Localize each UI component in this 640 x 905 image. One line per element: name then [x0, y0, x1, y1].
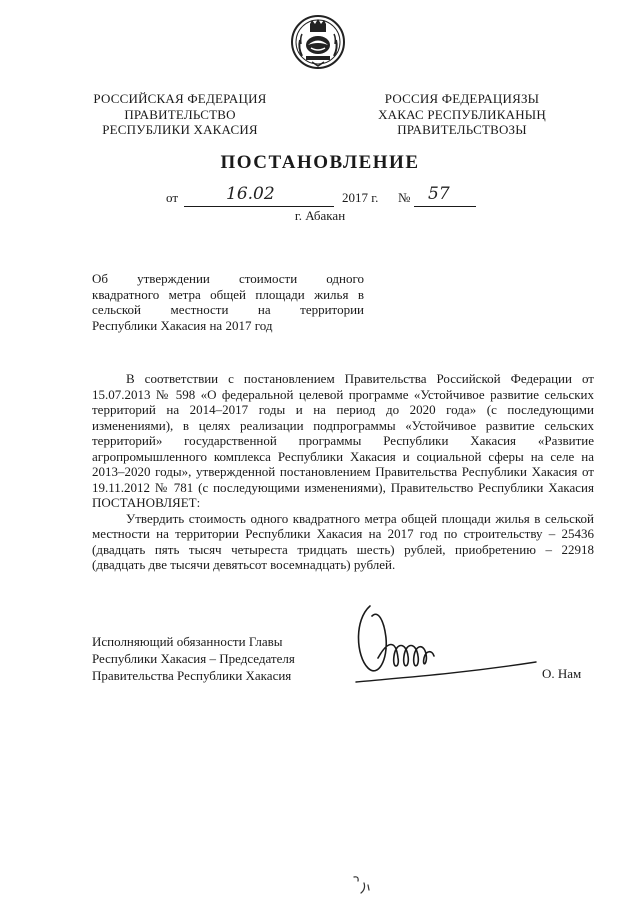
signature-title [92, 633, 295, 684]
signature-title-line: Правительства Республики Хакасия [92, 668, 292, 683]
header-right-line: ПРАВИТЕЛЬСТВОЗЫ [397, 122, 527, 137]
body-paragraph: Утвердить стоимость одного квадратного метра общей площади жилья в сельской местности на территории Республики Хакасия на 2017 год по строительству – 25436 (двадцать пять тысяч четыреста тридцать шесть) рублей, приобретению – 22918 (двадцать две тысячи девятьсот восемнадцать) рублей. [92, 510, 594, 572]
header-left-line: РОССИЙСКАЯ ФЕДЕРАЦИЯ [93, 91, 267, 106]
date-from-label: от [166, 190, 179, 205]
header-left [85, 91, 275, 138]
signature-title-line: Республики Хакасия – Председателя [92, 651, 295, 666]
number-handwritten: 57 [428, 184, 450, 204]
year-label: 2017 г. [342, 190, 379, 205]
header-right [362, 91, 562, 138]
document-title: ПОСТАНОВЛЕНИЕ [220, 152, 420, 173]
body-paragraph: В соответствии с постановлением Правительства Российской Федерации от 15.07.2013 № 598 «О федеральной целевой программе «Устойчивое развитие сельских территорий на 2014–2017 годы и на период до 2020 года» (с последующими изменениями), в целях реализации подпрограммы «Устойчивое развитие сельских территорий» государственной программы Республики Хакасия «Развитие агропромышленного комплекса Республики Хакасия и социальной сферы на селе на 2013–2020 годы», утвержденной постановлением Правительства Республики Хакасия от 19.11.2012 № 781 (с последующими изменениями), Правительство Республики Хакасия ПОСТАНОВЛЯЕТ: [92, 371, 594, 510]
signatory-name: О. Нам [542, 666, 582, 681]
number-label: № [398, 190, 411, 205]
header-left-line: ПРАВИТЕЛЬСТВО [124, 106, 236, 122]
header-right-line: ХАКАС РЕСПУБЛИКАНЫҢ [378, 106, 546, 122]
subject-line: сельской местности на территории [92, 302, 364, 317]
date-underline [184, 206, 334, 207]
date-handwritten: 16.02 [226, 184, 275, 204]
subject-line: Республики Хакасия на 2017 год [92, 317, 273, 333]
city-label: г. Абакан [294, 208, 346, 223]
handwritten-mark [350, 873, 374, 897]
subject-line: квадратного метра общей площади жилья в [92, 286, 364, 302]
body-text [92, 371, 594, 573]
header-left-line: РЕСПУБЛИКИ ХАКАСИЯ [102, 122, 258, 137]
header-right-line: РОССИЯ ФЕДЕРАЦИЯЗЫ [384, 91, 540, 106]
subject-block [92, 271, 364, 333]
number-underline [414, 206, 476, 207]
signature-title-line: Исполняющий обязанности Главы [92, 634, 283, 649]
subject-line: Об утверждении стоимости одного [92, 271, 364, 286]
coat-of-arms-icon [290, 14, 346, 70]
handwritten-signature [348, 598, 538, 693]
